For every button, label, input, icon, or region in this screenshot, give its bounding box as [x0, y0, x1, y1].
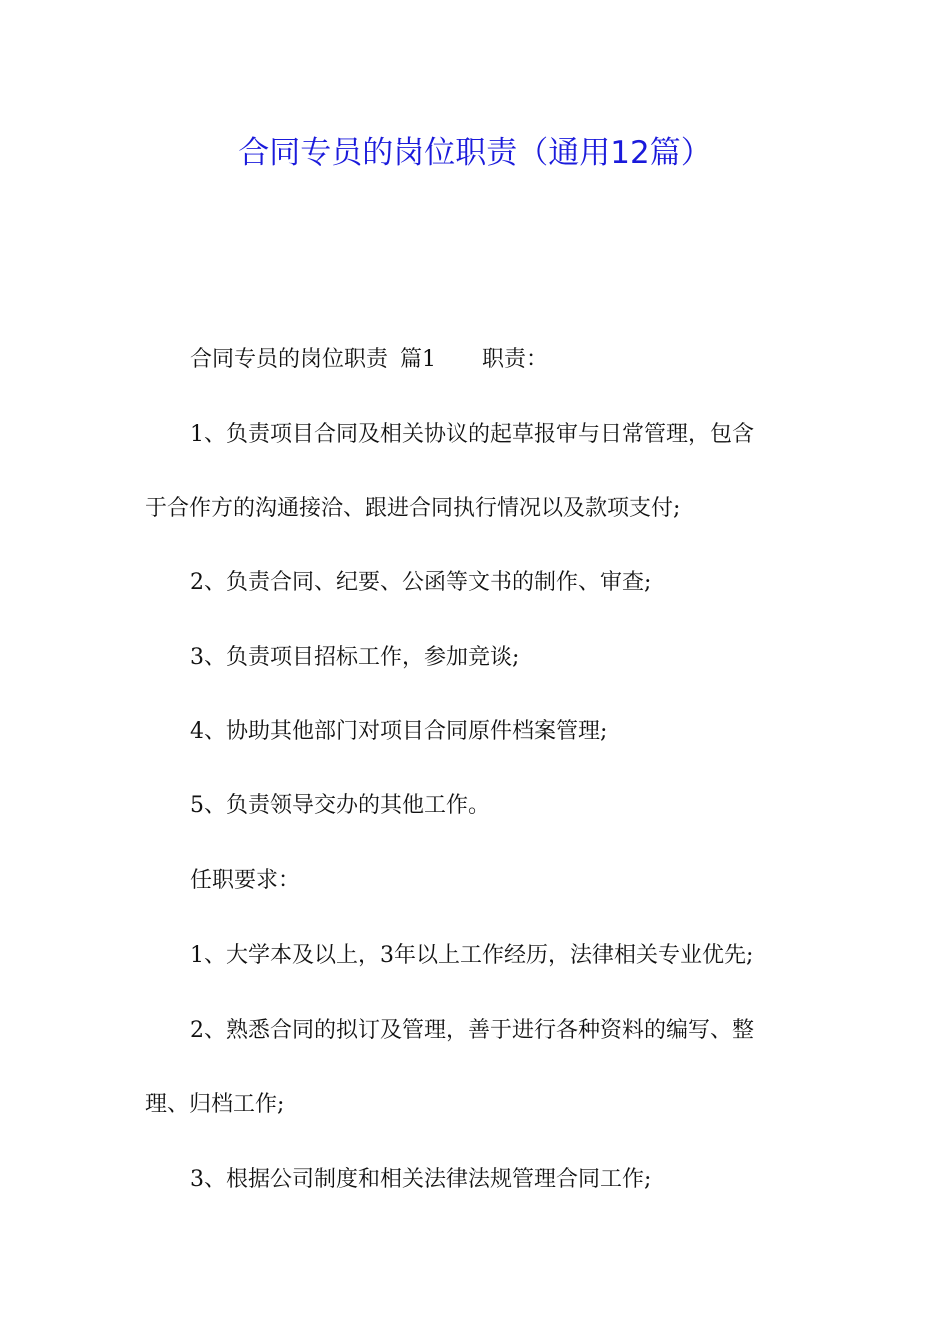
requirement-item-2-continued: 理、归档工作;: [145, 1092, 285, 1117]
requirement-item-2: 2、熟悉合同的拟订及管理，善于进行各种资料的编写、整: [190, 1018, 754, 1043]
section-piece: 篇1: [400, 347, 437, 372]
duty-item-1: 1、负责项目合同及相关协议的起草报审与日常管理，包含: [190, 422, 754, 447]
duty-item-1-continued: 于合作方的沟通接洽、跟进合同执行情况以及款项支付;: [145, 496, 681, 521]
document-title: 合同专员的岗位职责（通用12篇）: [238, 135, 712, 171]
duty-item-3: 3、负责项目招标工作，参加竞谈;: [190, 645, 520, 670]
requirement-item-1: 1、大学本及以上，3年以上工作经历，法律相关专业优先;: [190, 943, 754, 968]
requirements-heading: 任职要求：: [190, 868, 301, 893]
requirement-item-3: 3、根据公司制度和相关法律法规管理合同工作;: [190, 1167, 652, 1192]
duty-item-4: 4、协助其他部门对项目合同原件档案管理;: [190, 719, 608, 744]
duty-item-2: 2、负责合同、纪要、公函等文书的制作、审查;: [190, 570, 652, 595]
section-label: 职责：: [482, 347, 549, 372]
section-title: 合同专员的岗位职责: [190, 347, 389, 372]
section-heading: [190, 345, 548, 375]
duty-item-5: 5、负责领导交办的其他工作。: [190, 793, 490, 818]
